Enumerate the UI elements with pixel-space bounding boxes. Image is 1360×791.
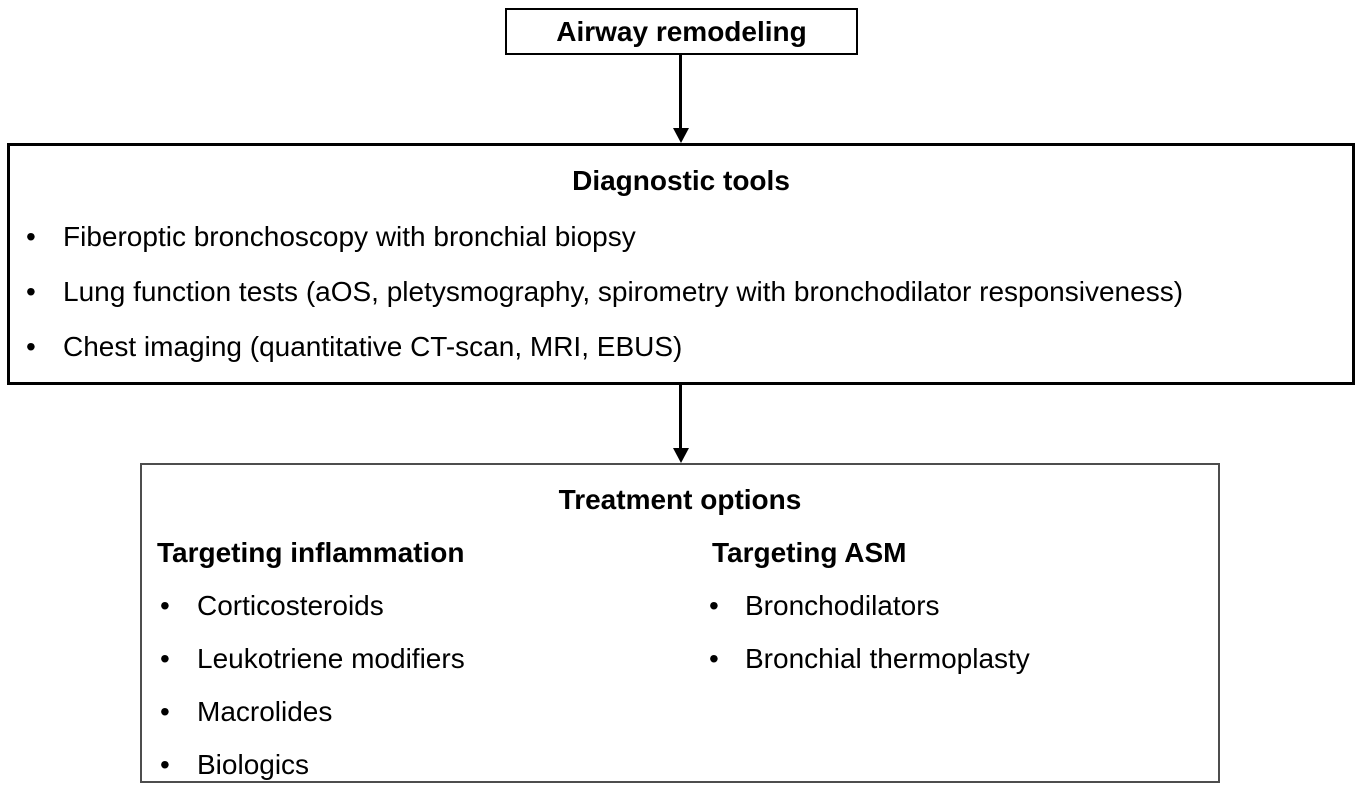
- list-item: • Lung function tests (aOS, pletysmography, spirometry with bronchodilator responsiveness): [10, 277, 1352, 307]
- arrow-down-1: [672, 55, 689, 143]
- arrow-down-2: [672, 385, 689, 463]
- targeting-asm-list: [712, 591, 1218, 674]
- arrow-head-icon: [673, 448, 689, 463]
- targeting-asm-heading: Targeting ASM: [712, 537, 907, 568]
- list-item: • Biologics: [157, 750, 697, 780]
- treatment-options-title: Treatment options: [558, 484, 802, 515]
- airway-remodeling-node: [505, 8, 858, 55]
- targeting-inflammation-list: [157, 591, 697, 780]
- treatment-options-node: [140, 463, 1220, 783]
- list-item: • Chest imaging (quantitative CT-scan, MRI, EBUS): [10, 332, 1352, 362]
- airway-remodeling-label: Airway remodeling: [556, 15, 807, 47]
- treatment-columns: [142, 538, 1218, 780]
- list-item: • Bronchodilators: [712, 591, 1218, 621]
- list-item: • Fiberoptic bronchoscopy with bronchial biopsy: [10, 222, 1352, 252]
- arrow-shaft: [679, 385, 682, 448]
- diagnostic-tools-title: Diagnostic tools: [572, 165, 790, 196]
- list-item: • Leukotriene modifiers: [157, 644, 697, 674]
- column-targeting-inflammation: [157, 538, 697, 780]
- list-item: • Macrolides: [157, 697, 697, 727]
- list-item: • Corticosteroids: [157, 591, 697, 621]
- targeting-inflammation-heading: Targeting inflammation: [157, 537, 465, 568]
- arrow-shaft: [679, 55, 682, 128]
- arrow-head-icon: [673, 128, 689, 143]
- diagnostic-tools-list: [10, 222, 1352, 362]
- column-targeting-asm: [697, 538, 1218, 780]
- list-item: • Bronchial thermoplasty: [712, 644, 1218, 674]
- diagnostic-tools-node: [7, 143, 1355, 385]
